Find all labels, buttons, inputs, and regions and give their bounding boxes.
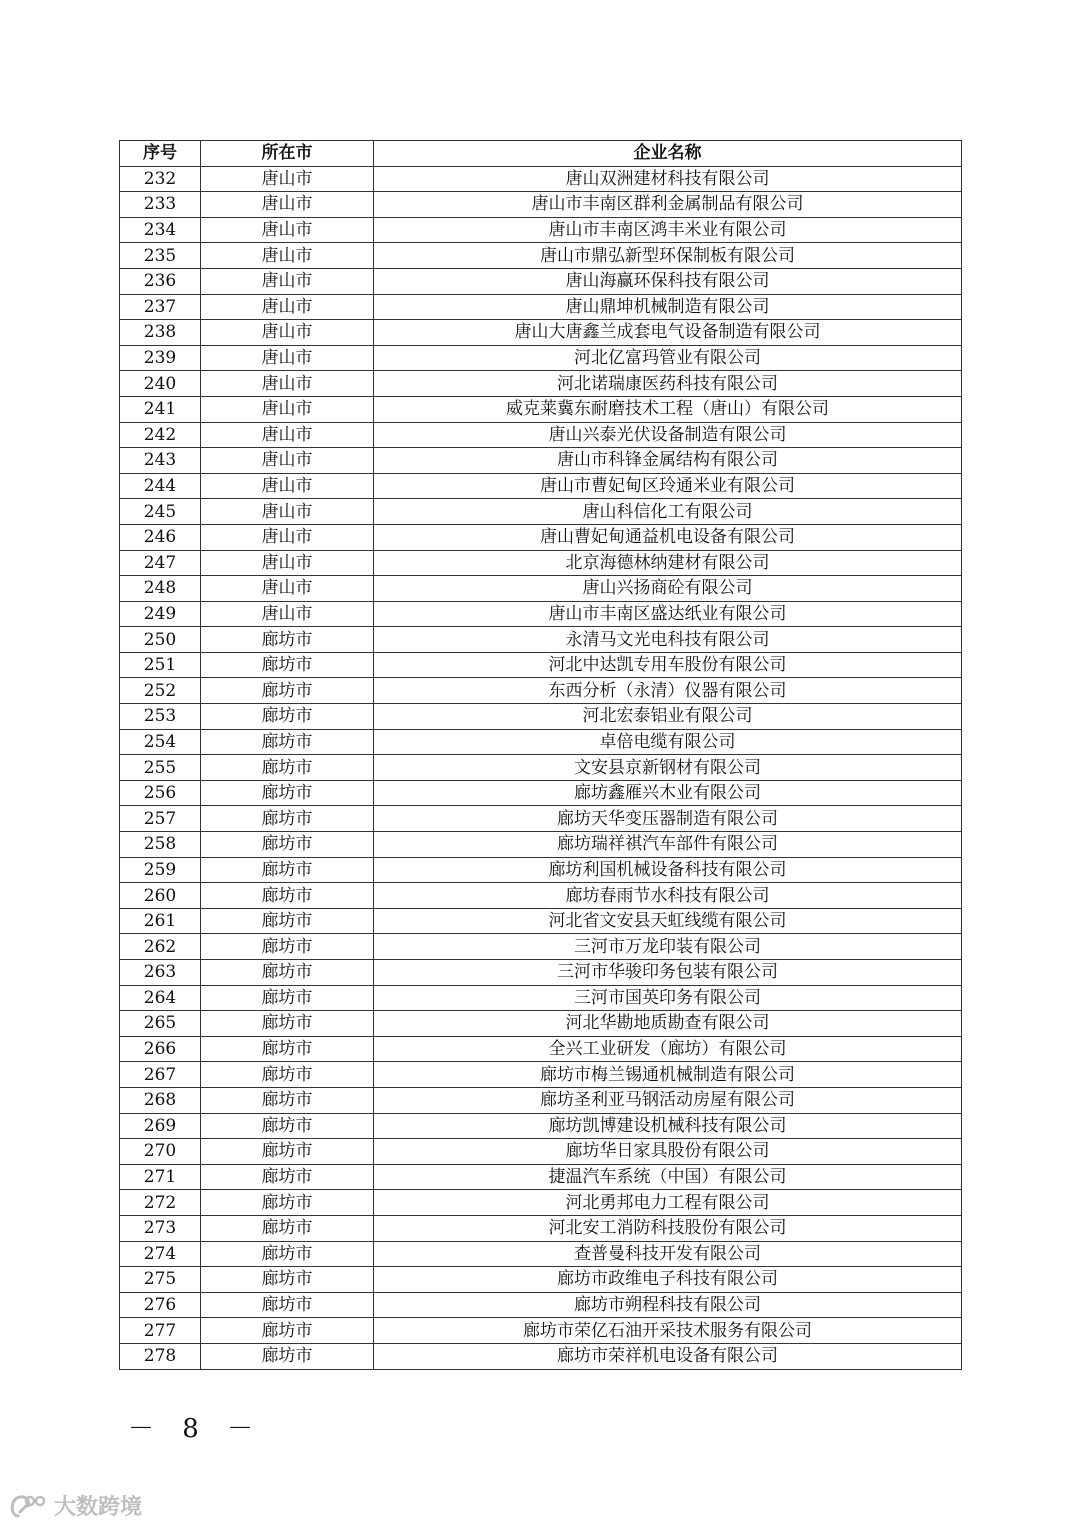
table-row [120, 960, 962, 986]
cell-seq: 256 [120, 780, 201, 806]
table-row [120, 678, 962, 704]
table-row [120, 1318, 962, 1344]
cell-company-name: 捷温汽车系统（中国）有限公司 [374, 1164, 962, 1190]
cell-company-name: 河北宏泰铝业有限公司 [374, 704, 962, 730]
table-row [120, 576, 962, 602]
cell-seq: 270 [120, 1139, 201, 1165]
cell-company-name: 廊坊市梅兰锡通机械制造有限公司 [374, 1062, 962, 1088]
cell-city: 廊坊市 [201, 960, 374, 986]
cell-seq: 272 [120, 1190, 201, 1216]
table-row [120, 832, 962, 858]
table-row [120, 729, 962, 755]
cell-city: 唐山市 [201, 576, 374, 602]
cell-company-name: 查普曼科技开发有限公司 [374, 1241, 962, 1267]
cell-city: 廊坊市 [201, 1343, 374, 1369]
cell-company-name: 东西分析（永清）仪器有限公司 [374, 678, 962, 704]
cell-seq: 269 [120, 1113, 201, 1139]
table-row [120, 934, 962, 960]
cell-city: 廊坊市 [201, 883, 374, 909]
cell-city: 廊坊市 [201, 1215, 374, 1241]
table-row [120, 396, 962, 422]
table-row [120, 473, 962, 499]
cell-seq: 253 [120, 704, 201, 730]
cell-seq: 266 [120, 1036, 201, 1062]
cell-city: 唐山市 [201, 294, 374, 320]
cell-company-name: 威克莱冀东耐磨技术工程（唐山）有限公司 [374, 396, 962, 422]
table-row [120, 550, 962, 576]
cell-company-name: 廊坊圣利亚马钢活动房屋有限公司 [374, 1087, 962, 1113]
table-row [120, 371, 962, 397]
cell-seq: 249 [120, 601, 201, 627]
cell-seq: 275 [120, 1267, 201, 1293]
cell-city: 廊坊市 [201, 704, 374, 730]
cell-city: 唐山市 [201, 422, 374, 448]
cell-city: 廊坊市 [201, 652, 374, 678]
cell-company-name: 廊坊天华变压器制造有限公司 [374, 806, 962, 832]
watermark-logo-icon [8, 1492, 48, 1520]
cell-seq: 264 [120, 985, 201, 1011]
header-seq: 序号 [120, 141, 201, 167]
cell-company-name: 河北亿富玛管业有限公司 [374, 345, 962, 371]
cell-company-name: 三河市华骏印务包装有限公司 [374, 960, 962, 986]
cell-city: 唐山市 [201, 448, 374, 474]
cell-company-name: 全兴工业研发（廊坊）有限公司 [374, 1036, 962, 1062]
cell-city: 廊坊市 [201, 1011, 374, 1037]
cell-seq: 252 [120, 678, 201, 704]
cell-city: 廊坊市 [201, 985, 374, 1011]
cell-seq: 251 [120, 652, 201, 678]
cell-seq: 245 [120, 499, 201, 525]
cell-city: 廊坊市 [201, 780, 374, 806]
cell-company-name: 廊坊凯博建设机械科技有限公司 [374, 1113, 962, 1139]
cell-city: 唐山市 [201, 550, 374, 576]
cell-seq: 238 [120, 320, 201, 346]
table-row [120, 166, 962, 192]
table-row [120, 1011, 962, 1037]
cell-city: 唐山市 [201, 601, 374, 627]
cell-company-name: 廊坊鑫雁兴木业有限公司 [374, 780, 962, 806]
cell-seq: 236 [120, 268, 201, 294]
cell-seq: 242 [120, 422, 201, 448]
cell-seq: 244 [120, 473, 201, 499]
cell-city: 唐山市 [201, 396, 374, 422]
cell-city: 廊坊市 [201, 1113, 374, 1139]
cell-seq: 258 [120, 832, 201, 858]
cell-city: 唐山市 [201, 243, 374, 269]
cell-city: 廊坊市 [201, 1267, 374, 1293]
cell-company-name: 廊坊市政维电子科技有限公司 [374, 1267, 962, 1293]
table-row [120, 243, 962, 269]
cell-company-name: 唐山曹妃甸通益机电设备有限公司 [374, 524, 962, 550]
cell-company-name: 廊坊瑞祥祺汽车部件有限公司 [374, 832, 962, 858]
cell-seq: 276 [120, 1292, 201, 1318]
cell-company-name: 廊坊市朔程科技有限公司 [374, 1292, 962, 1318]
cell-company-name: 河北诺瑞康医药科技有限公司 [374, 371, 962, 397]
cell-seq: 271 [120, 1164, 201, 1190]
cell-city: 廊坊市 [201, 1062, 374, 1088]
cell-company-name: 廊坊市荣亿石油开采技术服务有限公司 [374, 1318, 962, 1344]
cell-seq: 257 [120, 806, 201, 832]
cell-seq: 233 [120, 192, 201, 218]
table-row [120, 806, 962, 832]
cell-city: 唐山市 [201, 217, 374, 243]
cell-city: 廊坊市 [201, 1241, 374, 1267]
table-row [120, 1292, 962, 1318]
header-city: 所在市 [201, 141, 374, 167]
table-row [120, 780, 962, 806]
cell-company-name: 唐山兴扬商砼有限公司 [374, 576, 962, 602]
table-row [120, 1190, 962, 1216]
cell-seq: 246 [120, 524, 201, 550]
table-row [120, 857, 962, 883]
cell-seq: 261 [120, 908, 201, 934]
cell-seq: 241 [120, 396, 201, 422]
cell-seq: 274 [120, 1241, 201, 1267]
cell-company-name: 卓倍电缆有限公司 [374, 729, 962, 755]
cell-company-name: 唐山兴泰光伏设备制造有限公司 [374, 422, 962, 448]
cell-city: 廊坊市 [201, 1087, 374, 1113]
table-row [120, 499, 962, 525]
cell-company-name: 唐山市鼎弘新型环保制板有限公司 [374, 243, 962, 269]
table-row [120, 1113, 962, 1139]
cell-company-name: 廊坊利国机械设备科技有限公司 [374, 857, 962, 883]
table-row [120, 320, 962, 346]
cell-seq: 239 [120, 345, 201, 371]
table-row [120, 704, 962, 730]
table-row [120, 217, 962, 243]
cell-company-name: 三河市万龙印装有限公司 [374, 934, 962, 960]
header-company-name: 企业名称 [374, 141, 962, 167]
cell-city: 廊坊市 [201, 1139, 374, 1165]
cell-seq: 250 [120, 627, 201, 653]
cell-city: 唐山市 [201, 524, 374, 550]
cell-seq: 277 [120, 1318, 201, 1344]
cell-city: 廊坊市 [201, 1318, 374, 1344]
table-row [120, 1343, 962, 1369]
cell-company-name: 唐山市丰南区鸿丰米业有限公司 [374, 217, 962, 243]
cell-city: 唐山市 [201, 345, 374, 371]
cell-city: 唐山市 [201, 166, 374, 192]
cell-seq: 259 [120, 857, 201, 883]
table-row [120, 345, 962, 371]
cell-city: 廊坊市 [201, 908, 374, 934]
cell-company-name: 唐山市曹妃甸区玲通米业有限公司 [374, 473, 962, 499]
table-row [120, 1164, 962, 1190]
table-header-row [120, 141, 962, 167]
table-row [120, 908, 962, 934]
table-row [120, 1215, 962, 1241]
cell-city: 廊坊市 [201, 755, 374, 781]
cell-seq: 267 [120, 1062, 201, 1088]
cell-city: 廊坊市 [201, 1164, 374, 1190]
cell-company-name: 河北安工消防科技股份有限公司 [374, 1215, 962, 1241]
table-row [120, 883, 962, 909]
table-row [120, 524, 962, 550]
cell-city: 唐山市 [201, 192, 374, 218]
table-row [120, 755, 962, 781]
cell-seq: 235 [120, 243, 201, 269]
cell-seq: 232 [120, 166, 201, 192]
cell-city: 唐山市 [201, 499, 374, 525]
table-row [120, 1087, 962, 1113]
table-row [120, 1036, 962, 1062]
cell-seq: 254 [120, 729, 201, 755]
cell-company-name: 唐山鼎坤机械制造有限公司 [374, 294, 962, 320]
cell-company-name: 廊坊华日家具股份有限公司 [374, 1139, 962, 1165]
cell-company-name: 河北省文安县天虹线缆有限公司 [374, 908, 962, 934]
table-row [120, 294, 962, 320]
cell-seq: 247 [120, 550, 201, 576]
cell-city: 唐山市 [201, 473, 374, 499]
cell-company-name: 唐山海赢环保科技有限公司 [374, 268, 962, 294]
cell-seq: 248 [120, 576, 201, 602]
cell-seq: 234 [120, 217, 201, 243]
table-row [120, 601, 962, 627]
cell-company-name: 三河市国英印务有限公司 [374, 985, 962, 1011]
cell-seq: 262 [120, 934, 201, 960]
cell-city: 廊坊市 [201, 678, 374, 704]
cell-seq: 243 [120, 448, 201, 474]
cell-company-name: 河北华勘地质勘查有限公司 [374, 1011, 962, 1037]
cell-city: 唐山市 [201, 371, 374, 397]
cell-city: 唐山市 [201, 268, 374, 294]
cell-seq: 278 [120, 1343, 201, 1369]
cell-city: 廊坊市 [201, 1036, 374, 1062]
cell-seq: 260 [120, 883, 201, 909]
table-body [120, 166, 962, 1369]
page-number: － 8 － [128, 1414, 264, 1444]
table-row [120, 1139, 962, 1165]
cell-city: 廊坊市 [201, 1190, 374, 1216]
cell-company-name: 廊坊市荣祥机电设备有限公司 [374, 1343, 962, 1369]
cell-company-name: 北京海德林纳建材有限公司 [374, 550, 962, 576]
cell-company-name: 文安县京新钢材有限公司 [374, 755, 962, 781]
table-row [120, 422, 962, 448]
cell-city: 廊坊市 [201, 729, 374, 755]
table-row [120, 652, 962, 678]
cell-city: 廊坊市 [201, 857, 374, 883]
cell-seq: 265 [120, 1011, 201, 1037]
cell-seq: 273 [120, 1215, 201, 1241]
table-row [120, 985, 962, 1011]
watermark-text: 大数跨境 [54, 1495, 143, 1520]
cell-seq: 240 [120, 371, 201, 397]
cell-company-name: 河北中达凯专用车股份有限公司 [374, 652, 962, 678]
table-row [120, 192, 962, 218]
table-row [120, 448, 962, 474]
table-row [120, 268, 962, 294]
table-row [120, 1241, 962, 1267]
cell-city: 廊坊市 [201, 832, 374, 858]
table-row [120, 1062, 962, 1088]
cell-city: 廊坊市 [201, 806, 374, 832]
cell-company-name: 廊坊春雨节水科技有限公司 [374, 883, 962, 909]
cell-seq: 237 [120, 294, 201, 320]
cell-company-name: 唐山大唐鑫兰成套电气设备制造有限公司 [374, 320, 962, 346]
company-list-table [119, 140, 962, 1370]
cell-company-name: 唐山市科锋金属结构有限公司 [374, 448, 962, 474]
cell-seq: 268 [120, 1087, 201, 1113]
cell-city: 廊坊市 [201, 627, 374, 653]
cell-company-name: 唐山科信化工有限公司 [374, 499, 962, 525]
cell-seq: 263 [120, 960, 201, 986]
cell-city: 唐山市 [201, 320, 374, 346]
watermark [8, 1490, 142, 1521]
cell-company-name: 永清马文光电科技有限公司 [374, 627, 962, 653]
cell-company-name: 唐山市丰南区群利金属制品有限公司 [374, 192, 962, 218]
cell-city: 廊坊市 [201, 934, 374, 960]
cell-seq: 255 [120, 755, 201, 781]
cell-company-name: 唐山市丰南区盛达纸业有限公司 [374, 601, 962, 627]
cell-city: 廊坊市 [201, 1292, 374, 1318]
cell-company-name: 河北勇邦电力工程有限公司 [374, 1190, 962, 1216]
table-row [120, 1267, 962, 1293]
table-row [120, 627, 962, 653]
cell-company-name: 唐山双洲建材科技有限公司 [374, 166, 962, 192]
